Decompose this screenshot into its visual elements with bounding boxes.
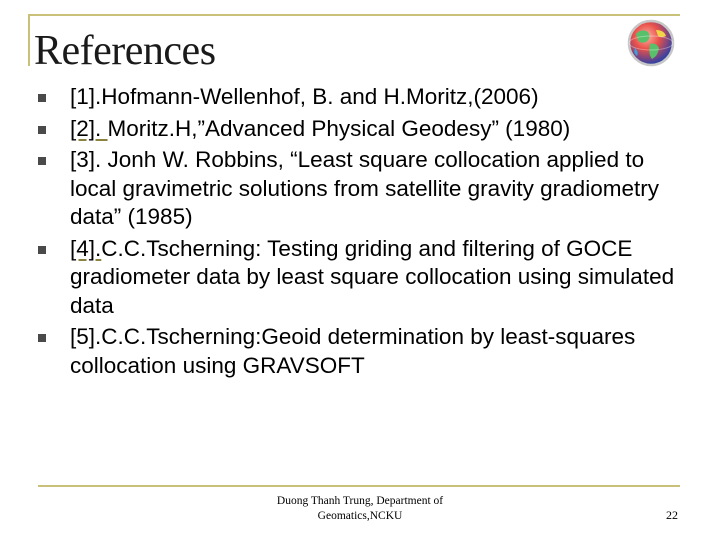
reference-item [38,115,678,144]
bullet-square-icon [38,126,46,134]
reference-text: Jonh W. Robbins, “Least square collocation applied to local gravimetric solutions from satellite gravity gradiometry data” (1985) [70,147,659,229]
footer-author [240,494,480,524]
reference-text: C.C.Tscherning: Testing griding and filtering of GOCE gradiometer data by least square collocation using simulated data [70,235,675,318]
footer-line-2: Geomatics,NCKU [317,510,403,522]
bullet-square-icon [38,334,46,342]
reference-list [38,83,678,383]
bullet-square-icon [38,157,46,165]
reference-number: [1]. [70,84,102,109]
footer-divider [38,485,680,487]
reference-item [38,146,678,232]
reference-text: C.C.Tscherning:Geoid determination by least-squares collocation using GRAVSOFT [70,324,636,378]
title-frame-left-line [28,14,30,66]
reference-item [38,323,678,380]
footer-line-1: Duong Thanh Trung, Department of [276,495,444,507]
reference-item [38,83,678,112]
reference-number-link[interactable]: [4]. [70,235,102,261]
reference-text: Hofmann-Wellenhof, B. and H.Moritz,(2006) [101,84,539,109]
slide-title: References [34,28,216,74]
title-frame-top-line [28,14,680,16]
bullet-square-icon [38,246,46,254]
page-number: 22 [666,508,678,522]
reference-number: [3]. [70,147,108,172]
globe-icon [626,18,676,68]
reference-text: Moritz.H,”Advanced Physical Geodesy” (1980) [107,115,571,141]
reference-item [38,235,678,321]
bullet-square-icon [38,94,46,102]
reference-number: [5]. [70,324,102,349]
reference-number-link[interactable]: [2]. [70,115,108,141]
